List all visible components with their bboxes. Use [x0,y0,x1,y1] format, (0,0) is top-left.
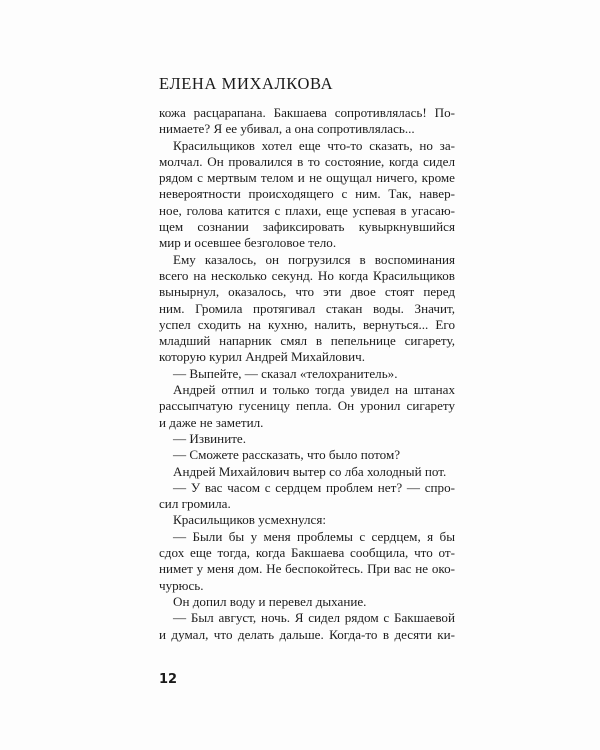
text-line: щем сознании зафиксировать кувыркнувшийся [159,219,455,235]
text-line: мир и осевшее безголовое тело. [159,235,337,251]
text-line: успел сходить на кухню, налить, вернуться... Его [159,316,455,332]
text-line: Красильщиков усмехнулся: [173,512,327,528]
paragraph [159,480,455,513]
paragraph [159,431,455,447]
text-line: — Были бы у меня проблемы с сердцем, я бы [173,528,455,544]
text-line: ним. Громила протягивал стакан воды. Значит, [159,300,455,316]
paragraph [159,464,455,480]
text-line: рассыпчатую гусеницу пепла. Он уронил сигарету [159,398,455,414]
text-line: младший напарник смял в пепельнице сигарету, [159,333,455,349]
text-line: Андрей отпил и только тогда увидел на штанах [173,382,455,398]
text-line: — У вас часом с сердцем проблем нет? — спро- [173,479,455,495]
page-number: 12 [159,672,178,687]
paragraph [159,512,455,528]
text-line: нимаете? Я ее убивал, а она сопротивлялась... [159,121,415,137]
body-text [159,105,455,643]
text-line: Он допил воду и перевел дыхание. [173,593,367,609]
text-line: — Сможете рассказать, что было потом? [173,447,401,463]
paragraph [159,105,455,138]
text-line: Андрей Михайлович вытер со лба холодный пот. [173,463,447,479]
paragraph [159,138,455,252]
text-line: кожа расцарапана. Бакшаева сопротивлялась! По- [159,105,455,120]
text-line: Красильщиков хотел еще что-то сказать, но за- [173,137,455,153]
text-line: — Был август, ночь. Я сидел рядом с Бакшаевой [173,610,455,626]
running-head-author: ЕЛЕНА МИХАЛКОВА [159,74,334,93]
paragraph [159,447,455,463]
text-line: которую курил Андрей Михайлович. [159,349,365,365]
text-line: нимет у меня дом. Не беспокойтесь. При вас не око- [159,561,455,577]
text-line: невероятности происходящего с ним. Так, навер- [159,186,455,202]
paragraph [159,252,455,366]
text-line: — Извините. [173,430,247,446]
paragraph [159,610,455,643]
text-line: всего на несколько секунд. Но когда Красильщиков [159,267,455,283]
paragraph [159,594,455,610]
text-line: ное, голова катится с плахи, еще успевая в угасаю- [159,202,455,218]
paragraph [159,366,455,382]
text-line: рядом с мертвым телом и не ощущал ничего, кроме [159,170,455,186]
text-line: молчал. Он провалился в то состояние, когда сидел [159,153,455,169]
text-line: и даже не заметил. [159,414,264,430]
text-line: вынырнул, оказалось, что эти двое стоят перед [159,284,455,300]
paragraph [159,382,455,431]
text-line: сдох еще тогда, когда Бакшаева сообщила, что от- [159,545,455,561]
paragraph [159,529,455,594]
text-line: сил громила. [159,496,231,512]
text-line: и думал, что делать дальше. Когда-то в десяти ки- [159,626,455,642]
text-line: чурюсь. [159,577,204,593]
text-line: Ему казалось, он погрузился в воспоминания [173,251,455,267]
text-line: — Выпейте, — сказал «телохранитель». [173,365,398,381]
